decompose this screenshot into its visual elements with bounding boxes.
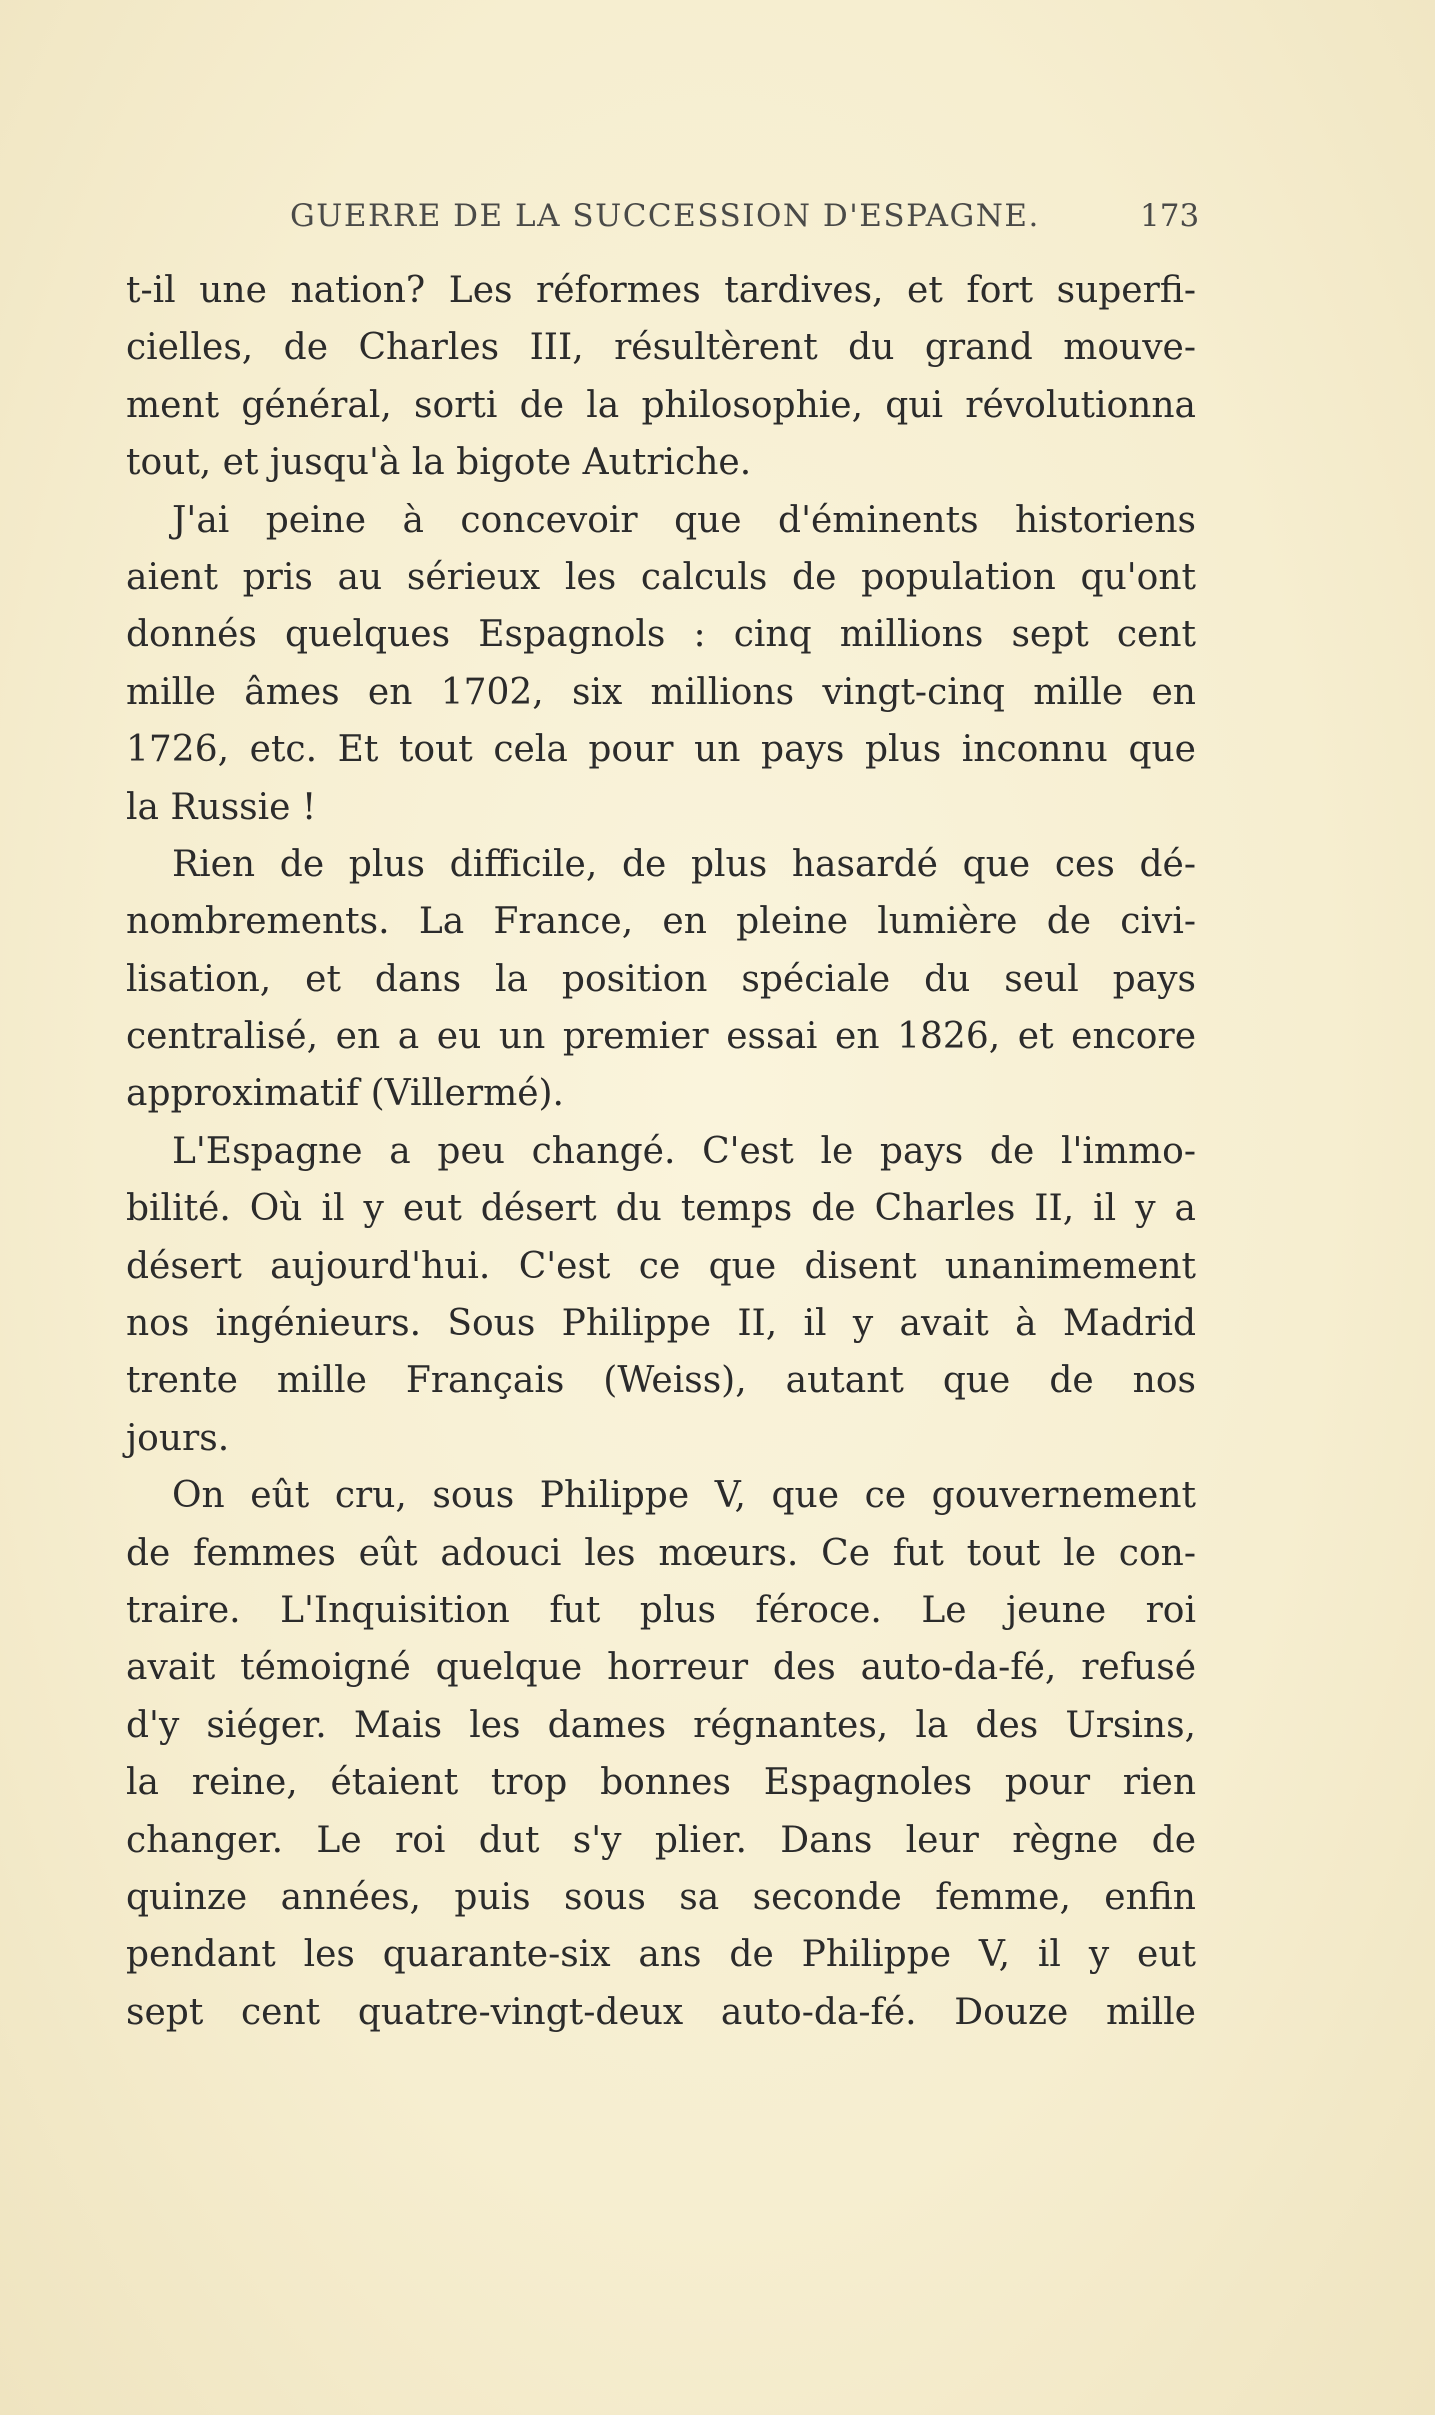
text-line: L'Espagne a peu changé. C'est le pays de l'immo- <box>172 1130 1196 1172</box>
text-line: trente mille Français (Weiss), autant que de nos <box>126 1360 1196 1402</box>
text-line: centralisé, en a eu un premier essai en 1826, et encore <box>126 1016 1196 1058</box>
text-line: J'ai peine à concevoir que d'éminents historiens <box>172 499 1196 541</box>
text-line: jours. <box>126 1417 230 1459</box>
body-text <box>126 262 1196 2041</box>
text-line: la reine, étaient trop bonnes Espagnoles pour rien <box>126 1762 1196 1804</box>
text-line: traire. L'Inquisition fut plus féroce. Le jeune roi <box>126 1589 1196 1631</box>
text-line: nombrements. La France, en pleine lumière de civi- <box>126 901 1196 943</box>
page-number: 173 <box>1140 198 1200 234</box>
text-line: aient pris au sérieux les calculs de population qu'ont <box>126 556 1196 598</box>
text-line: quinze années, puis sous sa seconde femme, enfin <box>126 1876 1196 1918</box>
text-line: cielles, de Charles III, résultèrent du grand mouve- <box>126 327 1196 369</box>
text-line: ment général, sorti de la philosophie, qui révolutionna <box>126 384 1196 426</box>
text-line: 1726, etc. Et tout cela pour un pays plus inconnu que <box>126 729 1196 771</box>
text-line: On eût cru, sous Philippe V, que ce gouvernement <box>172 1475 1196 1517</box>
text-line: lisation, et dans la position spéciale du seul pays <box>126 958 1196 1000</box>
text-line: nos ingénieurs. Sous Philippe II, il y avait à Madrid <box>126 1303 1196 1345</box>
text-line: pendant les quarante-six ans de Philippe V, il y eut <box>126 1934 1196 1976</box>
text-line: bilité. Où il y eut désert du temps de Charles II, il y a <box>126 1188 1196 1230</box>
text-line: donnés quelques Espagnols : cinq millions sept cent <box>126 614 1196 656</box>
text-line: changer. Le roi dut s'y plier. Dans leur règne de <box>126 1819 1196 1861</box>
text-line: désert aujourd'hui. C'est ce que disent unanimement <box>126 1245 1196 1287</box>
text-line: de femmes eût adouci les mœurs. Ce fut tout le con- <box>126 1532 1196 1574</box>
text-line: sept cent quatre-vingt-deux auto-da-fé. Douze mille <box>126 1991 1196 2033</box>
text-line: d'y siéger. Mais les dames régnantes, la des Ursins, <box>126 1704 1196 1746</box>
text-line: mille âmes en 1702, six millions vingt-cinq mille en <box>126 671 1196 713</box>
text-line: approximatif (Villermé). <box>126 1073 564 1115</box>
text-line: avait témoigné quelque horreur des auto-da-fé, refusé <box>126 1647 1196 1689</box>
text-line: Rien de plus difficile, de plus hasardé que ces dé- <box>172 843 1196 885</box>
running-head: GUERRE DE LA SUCCESSION D'ESPAGNE. <box>290 198 1040 234</box>
text-line: tout, et jusqu'à la bigote Autriche. <box>126 442 752 484</box>
text-line: la Russie ! <box>126 786 317 828</box>
text-line: t-il une nation? Les réformes tardives, et fort superfi- <box>126 270 1196 311</box>
